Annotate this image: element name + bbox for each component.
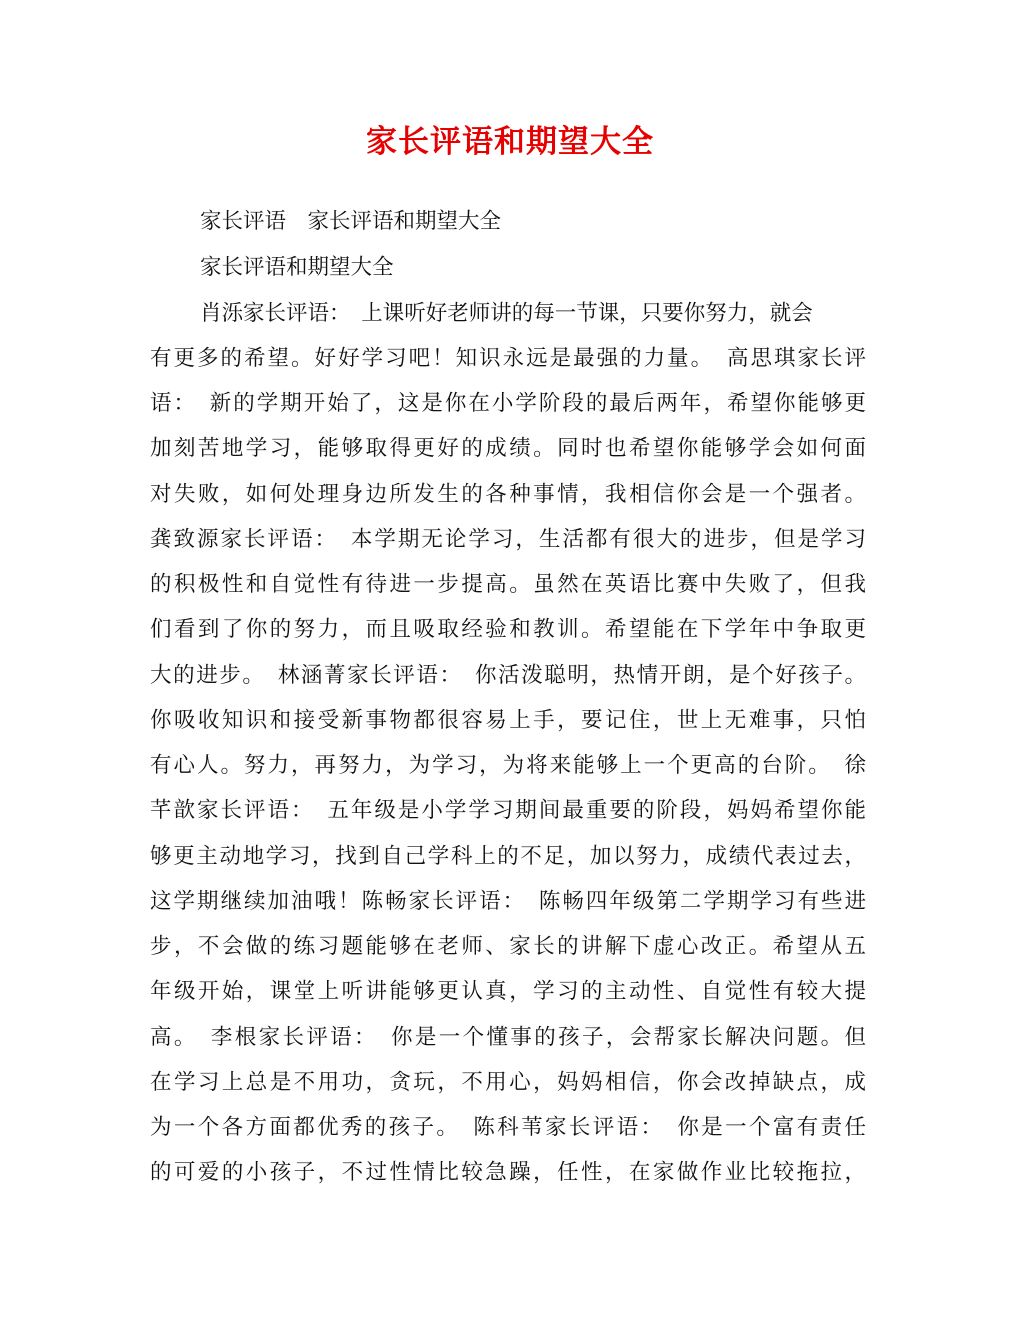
body-line: 年级开始，课堂上听讲能够更认真，学习的主动性、自觉性有较大提 xyxy=(150,979,866,1004)
subtitle-line: 家长评语 家长评语和期望大全 xyxy=(200,209,502,234)
body-line: 的积极性和自觉性有待进一步提高。虽然在英语比赛中失败了，但我 xyxy=(150,572,866,597)
body-line: 有更多的希望。好好学习吧！知识永远是最强的力量。 高思琪家长评 xyxy=(150,346,866,371)
body-line: 对失败，如何处理身边所发生的各种事情，我相信你会是一个强者。 xyxy=(150,482,866,507)
body-line: 在学习上总是不用功，贪玩，不用心，妈妈相信，你会改掉缺点，成 xyxy=(150,1070,866,1095)
body-line: 你吸收知识和接受新事物都很容易上手，要记住，世上无难事，只怕 xyxy=(150,708,866,733)
body-line: 龚致源家长评语： 本学期无论学习，生活都有很大的进步，但是学习 xyxy=(150,527,866,552)
body-line: 大的进步。 林涵菁家长评语： 你活泼聪明，热情开朗，是个好孩子。 xyxy=(150,663,866,688)
body-line: 们看到了你的努力，而且吸取经验和教训。希望能在下学年中争取更 xyxy=(150,617,866,642)
body-line: 步，不会做的练习题能够在老师、家长的讲解下虚心改正。希望从五 xyxy=(150,934,866,959)
body-line: 为一个各方面都优秀的孩子。 陈科苇家长评语： 你是一个富有责任 xyxy=(150,1115,866,1140)
subtitle-line: 家长评语和期望大全 xyxy=(200,255,394,280)
body-line: 语： 新的学期开始了，这是你在小学阶段的最后两年，希望你能够更 xyxy=(150,391,866,416)
body-line: 高。 李根家长评语： 你是一个懂事的孩子，会帮家长解决问题。但 xyxy=(150,1025,866,1050)
body-line: 够更主动地学习，找到自己学科上的不足，加以努力，成绩代表过去， xyxy=(150,844,866,869)
body-line: 这学期继续加油哦！陈畅家长评语： 陈畅四年级第二学期学习有些进 xyxy=(150,889,866,914)
body-line: 的可爱的小孩子，不过性情比较急躁，任性，在家做作业比较拖拉， xyxy=(150,1160,866,1185)
body-line: 有心人。努力，再努力，为学习，为将来能够上一个更高的台阶。 徐 xyxy=(150,753,866,778)
document-title: 家长评语和期望大全 xyxy=(366,124,654,160)
body-line: 加刻苦地学习，能够取得更好的成绩。同时也希望你能够学会如何面 xyxy=(150,436,866,461)
body-line: 芊歆家长评语： 五年级是小学学习期间最重要的阶段，妈妈希望你能 xyxy=(150,798,866,823)
body-line: 肖泺家长评语： 上课听好老师讲的每一节课，只要你努力，就会 xyxy=(200,301,813,326)
